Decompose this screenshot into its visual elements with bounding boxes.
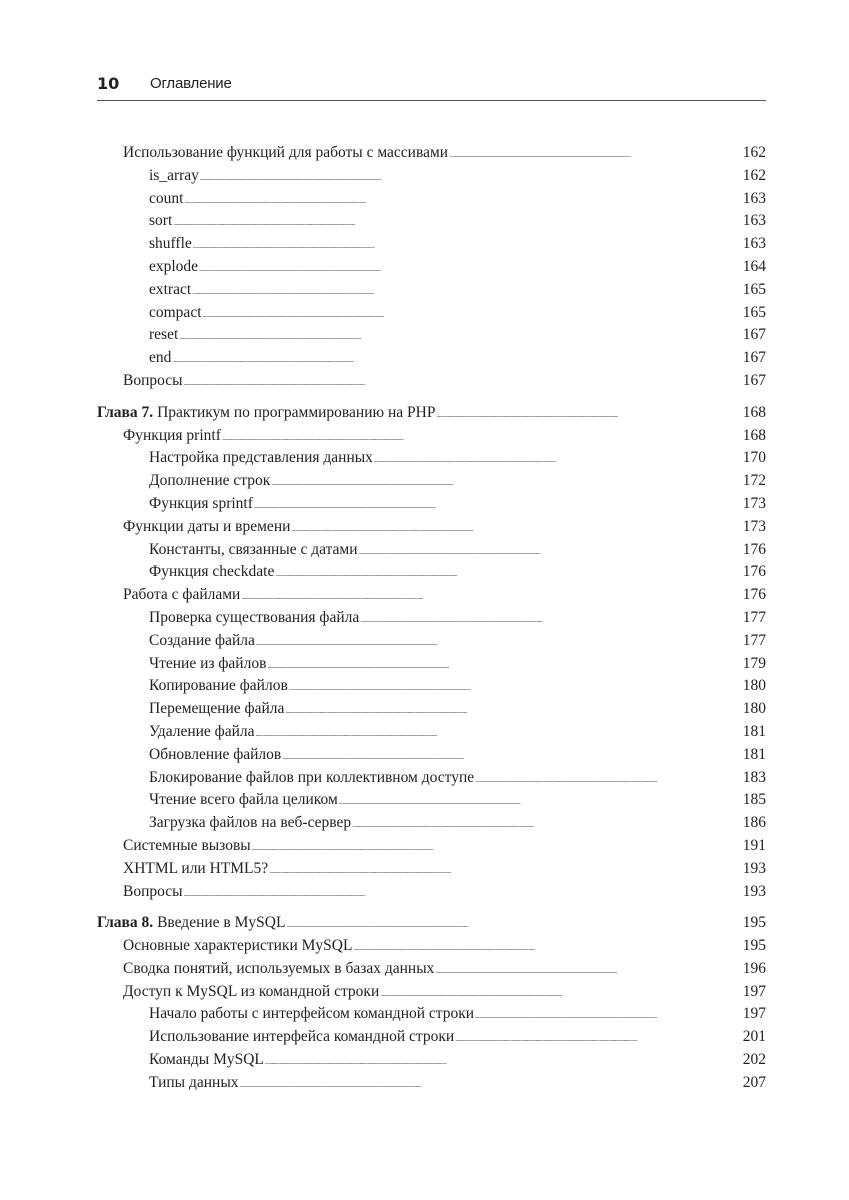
toc-page-number: 162: [742, 144, 766, 161]
dot-leader: [256, 630, 739, 655]
toc-entry: [97, 425, 766, 448]
toc-title-text: Доступ к MySQL из командной строки: [123, 982, 380, 1000]
toc-title-text: sort: [149, 212, 173, 230]
dot-leader: [265, 1049, 739, 1074]
toc-entry-title: [149, 767, 474, 790]
dot-leader: [267, 653, 739, 678]
toc-entry: [97, 539, 766, 562]
toc-page-number: 165: [742, 280, 766, 298]
dot-leader: [436, 402, 739, 427]
toc-entry: [97, 470, 766, 493]
toc-entry: [97, 1072, 766, 1095]
toc-page-number: 177: [742, 631, 766, 649]
toc-page-number: 193: [742, 882, 766, 900]
toc-title-text: Дополнение строк: [149, 472, 271, 490]
toc-entry: [97, 812, 766, 835]
toc-title-text: Введение в MySQL: [153, 914, 286, 932]
toc-entry: [97, 607, 766, 630]
toc-entry-title: [149, 1003, 474, 1026]
dot-leader: [200, 165, 739, 190]
toc-title-text: Основные характеристики MySQL: [123, 937, 353, 955]
toc-title-text: XHTML или HTML5?: [123, 859, 269, 877]
dot-leader: [282, 744, 739, 769]
dot-leader: [192, 279, 739, 304]
toc-entry: [97, 210, 766, 233]
toc-entry-title: [123, 858, 268, 881]
toc-entry: [97, 324, 766, 347]
toc-title-text: reset: [149, 326, 179, 344]
dot-leader: [286, 912, 739, 937]
toc-page-number: 195: [742, 937, 766, 955]
toc-page-number: 167: [742, 349, 766, 367]
toc-page-number: 168: [742, 403, 766, 421]
dot-leader: [339, 789, 739, 814]
toc-title-text: Обновление файлов: [149, 745, 282, 763]
toc-page-number: 170: [742, 449, 766, 467]
toc-title-text: Начало работы с интерфейсом командной строки: [149, 1005, 475, 1023]
dot-leader: [475, 767, 739, 792]
toc-title-text: Вопросы: [123, 882, 183, 900]
chapter-number: Глава 7.: [97, 403, 154, 421]
dot-leader: [239, 1072, 739, 1097]
toc-entry-title: [123, 935, 352, 958]
toc-page-number: 186: [742, 814, 766, 832]
toc-entry: [97, 347, 766, 370]
toc-title-text: Практикум по программированию на PHP: [153, 403, 436, 421]
toc-entry-title: [149, 812, 351, 835]
toc-entry: [97, 958, 766, 981]
dot-leader: [353, 935, 739, 960]
toc-title-text: Функция printf: [123, 426, 221, 444]
toc-title-text: Функции даты и времени: [123, 517, 291, 535]
toc-page-number: 180: [742, 677, 766, 695]
dot-leader: [360, 607, 739, 632]
toc-entry-title: [149, 539, 358, 562]
toc-page-number: 173: [742, 517, 766, 535]
toc-entry: [97, 653, 766, 676]
toc-page-number: 168: [742, 426, 766, 444]
chapter-number: Глава 8.: [97, 914, 154, 932]
toc-entry-title: [149, 324, 178, 347]
toc-entry-title: [123, 881, 183, 904]
toc-title-text: Константы, связанные с датами: [149, 540, 358, 558]
dot-leader: [435, 958, 739, 983]
toc-entry-title: [149, 447, 373, 470]
toc-entry-title: [149, 675, 288, 698]
toc-entry-title: [149, 279, 191, 302]
toc-entry-title: [149, 188, 183, 211]
toc-page-number: 185: [742, 791, 766, 809]
toc-page-number: 183: [742, 768, 766, 786]
toc-entry-title: [97, 912, 285, 935]
toc-title-text: is_array: [149, 166, 199, 184]
toc-page-number: 193: [742, 859, 766, 877]
dot-leader: [291, 516, 739, 541]
toc-page-number: 167: [742, 371, 766, 389]
toc-entry-title: [149, 470, 270, 493]
toc-entry-title: [123, 584, 240, 607]
dot-leader: [203, 302, 739, 327]
toc-title-text: Команды MySQL: [149, 1051, 264, 1069]
toc-title-text: explode: [149, 257, 199, 275]
toc-entry-title: [149, 561, 274, 584]
toc-title-text: Чтение всего файла целиком: [149, 791, 338, 809]
toc-title-text: end: [149, 349, 172, 367]
toc-title-text: compact: [149, 303, 202, 321]
toc-entry: [97, 1049, 766, 1072]
toc-page-number: 172: [742, 472, 766, 490]
dot-leader: [193, 233, 739, 258]
running-title: Оглавление: [150, 75, 232, 92]
toc-entry: [97, 1026, 766, 1049]
toc-page-number: 201: [742, 1028, 766, 1046]
toc-title-text: Блокирование файлов при коллективном доступе: [149, 768, 475, 786]
toc-entry: [97, 302, 766, 325]
toc-page-number: 181: [742, 745, 766, 763]
toc-entry-title: [123, 425, 221, 448]
toc-page-number: 176: [742, 540, 766, 558]
dot-leader: [449, 142, 739, 167]
dot-leader: [380, 981, 739, 1006]
dot-leader: [254, 493, 739, 518]
toc-page-number: 163: [742, 212, 766, 230]
dot-leader: [285, 698, 739, 723]
toc-title-text: Проверка существования файла: [149, 608, 360, 626]
toc-entry: [97, 142, 766, 165]
toc-title-text: Работа с файлами: [123, 586, 241, 604]
dot-leader: [184, 370, 739, 395]
toc-page-number: 195: [742, 914, 766, 932]
toc-entry: [97, 675, 766, 698]
toc-entry: [97, 279, 766, 302]
toc-page-number: 202: [742, 1051, 766, 1069]
toc-entry-title: [149, 744, 281, 767]
toc-entry: [97, 789, 766, 812]
toc-page-number: 181: [742, 722, 766, 740]
toc-entry-title: [149, 1072, 238, 1095]
toc-entry-title: [149, 233, 192, 256]
dot-leader: [241, 584, 739, 609]
toc-title-text: count: [149, 189, 184, 207]
toc-entry: [97, 858, 766, 881]
toc-title-text: Сводка понятий, используемых в базах данных: [123, 959, 435, 977]
running-header: [97, 72, 766, 101]
page-number: 10: [97, 74, 120, 93]
toc-entry: [97, 165, 766, 188]
toc-entry: [97, 233, 766, 256]
toc-entry: [97, 493, 766, 516]
toc-entry: [97, 584, 766, 607]
toc-entry: [97, 447, 766, 470]
toc-page-number: 196: [742, 959, 766, 977]
toc-page-number: 173: [742, 494, 766, 512]
dot-leader: [289, 675, 739, 700]
toc-entry: [97, 256, 766, 279]
toc-entry: [97, 935, 766, 958]
toc-page-number: 162: [742, 166, 766, 184]
toc-chapter-entry: [97, 402, 766, 425]
dot-leader: [179, 324, 739, 349]
toc-entry-title: [123, 981, 379, 1004]
toc-title-text: extract: [149, 280, 192, 298]
toc-page-number: 176: [742, 586, 766, 604]
toc-entry-title: [149, 630, 255, 653]
dot-leader: [359, 539, 739, 564]
dot-leader: [222, 425, 739, 450]
toc-entry: [97, 981, 766, 1004]
toc-entry-title: [123, 516, 290, 539]
toc-entry: [97, 516, 766, 539]
toc-entry: [97, 835, 766, 858]
toc-title-text: Удаление файла: [149, 722, 255, 740]
toc-title-text: Создание файла: [149, 631, 255, 649]
toc-entry-title: [149, 721, 255, 744]
toc-title-text: Использование интерфейса командной строки: [149, 1028, 455, 1046]
toc-entry-title: [149, 165, 199, 188]
dot-leader: [455, 1026, 739, 1051]
toc-entry: [97, 188, 766, 211]
toc-entry-title: [149, 256, 198, 279]
toc-entry-title: [149, 493, 253, 516]
toc-page-number: 191: [742, 836, 766, 854]
toc-entry-title: [123, 835, 251, 858]
toc-entry-title: [123, 370, 183, 393]
toc-entry: [97, 561, 766, 584]
dot-leader: [256, 721, 740, 746]
toc-entry: [97, 881, 766, 904]
dot-leader: [172, 347, 739, 372]
dot-leader: [269, 858, 739, 883]
dot-leader: [173, 210, 739, 235]
toc-title-text: Копирование файлов: [149, 677, 288, 695]
toc-title-text: Типы данных: [149, 1073, 239, 1091]
dot-leader: [475, 1003, 739, 1028]
toc-page-number: 207: [742, 1073, 766, 1091]
toc-entry-title: [149, 607, 359, 630]
toc-entry-title: [149, 1026, 454, 1049]
toc-title-text: Функция sprintf: [149, 494, 253, 512]
toc-title-text: Системные вызовы: [123, 836, 251, 854]
toc-page-number: 176: [742, 563, 766, 581]
toc-entry: [97, 767, 766, 790]
toc-entry: [97, 630, 766, 653]
toc-entry-title: [123, 142, 448, 165]
dot-leader: [252, 835, 739, 860]
toc-entry-title: [149, 347, 171, 370]
dot-leader: [352, 812, 739, 837]
toc-entry-title: [97, 402, 435, 425]
dot-leader: [271, 470, 739, 495]
toc-page-number: 197: [742, 1005, 766, 1023]
dot-leader: [184, 188, 739, 213]
toc-entry-title: [149, 302, 202, 325]
toc-page-number: 164: [742, 257, 766, 275]
toc-entry-title: [149, 789, 338, 812]
toc-title-text: Использование функций для работы с массивами: [123, 144, 449, 161]
toc-entry: [97, 721, 766, 744]
toc-page-number: 180: [742, 700, 766, 718]
toc-title-text: Перемещение файла: [149, 700, 285, 718]
toc-page-number: 165: [742, 303, 766, 321]
toc-entry-title: [149, 653, 266, 676]
toc-page-number: 163: [742, 235, 766, 253]
toc-title-text: Функция checkdate: [149, 563, 275, 581]
toc-title-text: Загрузка файлов на веб-сервер: [149, 814, 352, 832]
toc-entry-title: [149, 698, 284, 721]
toc-title-text: Настройка представления данных: [149, 449, 373, 467]
table-of-contents: [97, 142, 766, 1095]
toc-page-number: 167: [742, 326, 766, 344]
toc-entry: [97, 1003, 766, 1026]
toc-entry: [97, 370, 766, 393]
toc-entry-title: [149, 210, 172, 233]
toc-page-number: 163: [742, 189, 766, 207]
toc-page-number: 177: [742, 608, 766, 626]
dot-leader: [275, 561, 739, 586]
toc-entry-title: [123, 958, 434, 981]
dot-leader: [184, 881, 739, 906]
toc-entry-title: [149, 1049, 264, 1072]
toc-title-text: Вопросы: [123, 371, 183, 389]
toc-entry: [97, 698, 766, 721]
toc-title-text: shuffle: [149, 235, 192, 253]
toc-entry: [97, 744, 766, 767]
toc-page-number: 179: [742, 654, 766, 672]
toc-chapter-entry: [97, 912, 766, 935]
toc-page-number: 197: [742, 982, 766, 1000]
toc-title-text: Чтение из файлов: [149, 654, 267, 672]
dot-leader: [374, 447, 739, 472]
dot-leader: [199, 256, 739, 281]
